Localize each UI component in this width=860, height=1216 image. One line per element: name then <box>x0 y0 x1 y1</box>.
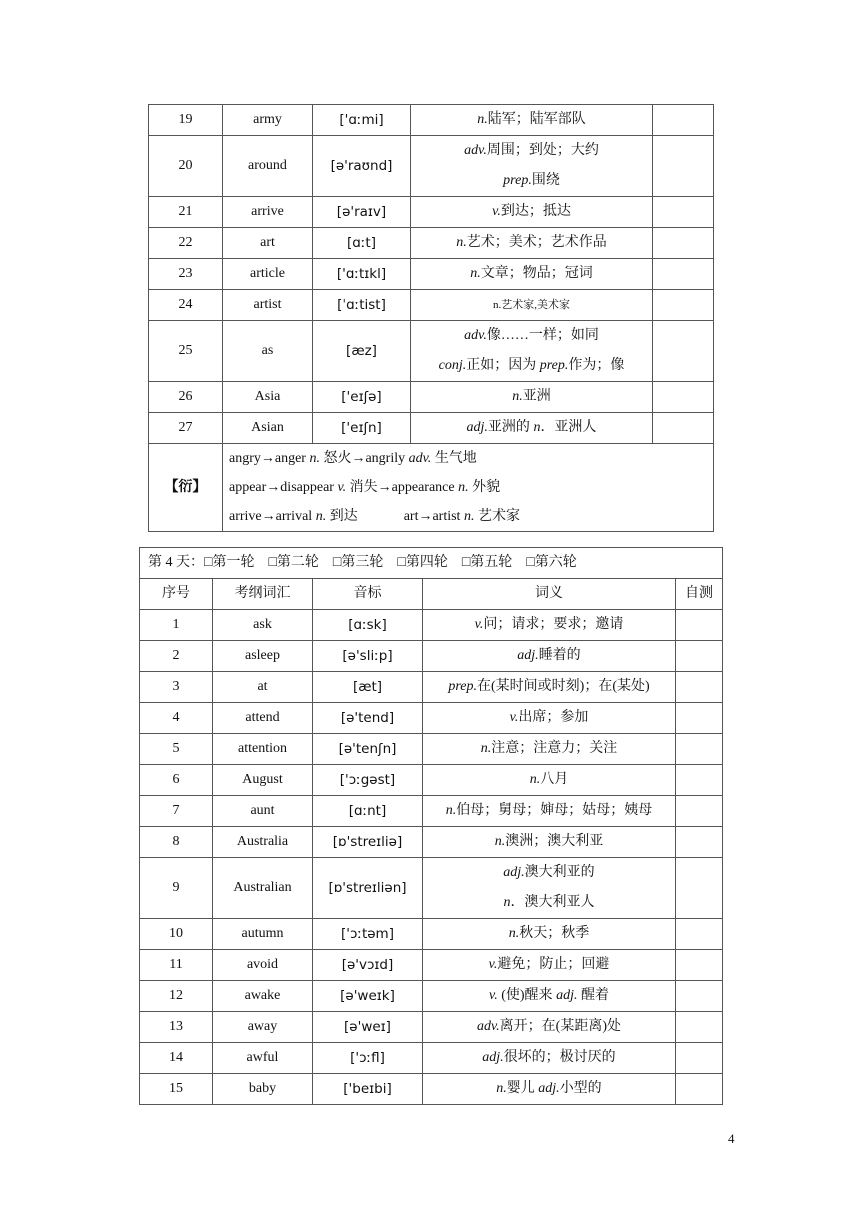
meaning <box>411 290 653 321</box>
meaning-text: 在(某时间或时刻)；在(某处) <box>477 679 650 694</box>
self-test-cell[interactable] <box>676 950 723 981</box>
self-test-cell[interactable] <box>676 796 723 827</box>
meaning-text: angry→anger <box>229 451 310 466</box>
vocab-word: Australian <box>213 858 313 919</box>
derivatives-list <box>223 444 714 532</box>
part-of-speech: n. <box>512 389 523 404</box>
day-title-row <box>140 548 723 579</box>
part-of-speech: adj. <box>556 988 578 1003</box>
meaning <box>423 1012 676 1043</box>
word-number: 1 <box>140 610 213 641</box>
meaning-text: ．亚洲人 <box>540 420 597 435</box>
word-number: 2 <box>140 641 213 672</box>
word-number: 7 <box>140 796 213 827</box>
self-test-cell[interactable] <box>676 1074 723 1105</box>
header-self-test: 自测 <box>676 579 723 610</box>
phonetic: ['eɪʃn] <box>313 413 411 444</box>
meaning-line <box>415 228 648 258</box>
part-of-speech: n. <box>494 834 506 849</box>
meaning-line <box>415 166 648 196</box>
meaning-text: art→artist <box>403 509 464 524</box>
meaning <box>411 413 653 444</box>
meaning <box>423 641 676 672</box>
word-number: 21 <box>149 197 223 228</box>
vocab-word: avoid <box>213 950 313 981</box>
meaning-line <box>427 796 671 826</box>
meaning-line <box>415 197 648 227</box>
meaning-line <box>415 136 648 166</box>
meaning <box>423 919 676 950</box>
vocab-word: arrive <box>223 197 313 228</box>
derivative-line <box>229 502 707 531</box>
word-number: 13 <box>140 1012 213 1043</box>
part-of-speech: n. <box>470 266 481 281</box>
vocab-word: away <box>213 1012 313 1043</box>
self-test-cell[interactable] <box>676 672 723 703</box>
word-number: 12 <box>140 981 213 1012</box>
vocab-word: article <box>223 259 313 290</box>
word-number: 3 <box>140 672 213 703</box>
meaning-text: appear→disappear <box>229 480 338 495</box>
meaning-text: 小型的 <box>559 1081 602 1096</box>
meaning-text: 消失→appearance <box>346 480 459 495</box>
self-test-cell[interactable] <box>676 1043 723 1074</box>
meaning-text: n.艺术家,美术家 <box>493 299 570 311</box>
table-row <box>140 950 723 981</box>
meaning-text: 到达 <box>326 509 358 524</box>
self-test-cell[interactable] <box>653 413 714 444</box>
meaning <box>411 321 653 382</box>
self-test-cell[interactable] <box>676 734 723 765</box>
part-of-speech: adj. <box>503 865 525 880</box>
part-of-speech: n. <box>477 112 488 127</box>
table-row <box>140 1012 723 1043</box>
meaning <box>423 703 676 734</box>
self-test-cell[interactable] <box>653 290 714 321</box>
table-row <box>140 827 723 858</box>
meaning <box>411 382 653 413</box>
self-test-cell[interactable] <box>653 259 714 290</box>
meaning <box>411 105 653 136</box>
meaning-text: ．澳大利亚人 <box>510 895 595 910</box>
self-test-cell[interactable] <box>653 105 714 136</box>
meaning-line <box>427 919 671 949</box>
word-number: 5 <box>140 734 213 765</box>
word-number: 22 <box>149 228 223 259</box>
table-row <box>149 228 714 259</box>
meaning-line <box>415 259 648 289</box>
meaning-text: 很坏的；极讨厌的 <box>503 1050 616 1065</box>
table-row <box>140 919 723 950</box>
part-of-speech: conj. <box>438 358 467 373</box>
part-of-speech: n. <box>480 741 492 756</box>
meaning-text: 醒着 <box>577 988 609 1003</box>
meaning-text: 文章；物品；冠词 <box>480 266 593 281</box>
vocab-table-day4 <box>139 547 723 1105</box>
header-phonetic: 音标 <box>313 579 423 610</box>
part-of-speech: adj. <box>538 1081 560 1096</box>
part-of-speech: adj. <box>466 420 488 435</box>
self-test-cell[interactable] <box>676 765 723 796</box>
word-number: 19 <box>149 105 223 136</box>
meaning-text: 离开；在(某距离)处 <box>499 1019 621 1034</box>
table-row <box>140 1074 723 1105</box>
header-row <box>140 579 723 610</box>
vocab-word: around <box>223 136 313 197</box>
meaning-text: 周围；到处；大约 <box>486 143 599 158</box>
table-row <box>149 197 714 228</box>
meaning-line <box>415 382 648 412</box>
part-of-speech: adv. <box>464 328 487 343</box>
meaning-text: 艺术；美术；艺术作品 <box>466 235 607 250</box>
word-number: 14 <box>140 1043 213 1074</box>
part-of-speech: n. <box>445 803 457 818</box>
meaning-text: 怒火→angrily <box>319 451 409 466</box>
self-test-cell[interactable] <box>676 610 723 641</box>
meaning-line <box>427 981 671 1011</box>
meaning-line <box>427 1074 671 1104</box>
vocab-word: baby <box>213 1074 313 1105</box>
part-of-speech: v. <box>492 204 501 219</box>
meaning-text: 亚洲的 <box>487 420 534 435</box>
meaning <box>423 672 676 703</box>
phonetic: [ə'weɪk] <box>313 981 423 1012</box>
phonetic: [ɑːsk] <box>313 610 423 641</box>
word-number: 27 <box>149 413 223 444</box>
part-of-speech: n. <box>508 926 520 941</box>
phonetic: ['ɑːtɪkl] <box>313 259 411 290</box>
vocab-word: as <box>223 321 313 382</box>
part-of-speech: n. <box>529 772 541 787</box>
part-of-speech: v. <box>489 988 498 1003</box>
vocab-word: autumn <box>213 919 313 950</box>
meaning-line <box>427 734 671 764</box>
part-of-speech: v. <box>337 480 347 495</box>
meaning <box>423 858 676 919</box>
table-row <box>140 765 723 796</box>
derivative-line <box>229 473 707 502</box>
vocab-word: awful <box>213 1043 313 1074</box>
vocab-word: army <box>223 105 313 136</box>
phonetic: [ˈɑːtist] <box>313 290 411 321</box>
meaning-line <box>427 858 671 888</box>
table-row <box>140 858 723 919</box>
table-row <box>149 321 714 382</box>
table-row <box>149 382 714 413</box>
derivatives-label: 【衍】 <box>149 444 223 532</box>
meaning-text: 正如；因为 <box>466 358 540 373</box>
meaning-text: 睡着的 <box>538 648 581 663</box>
meaning <box>423 1043 676 1074</box>
phonetic: [ə'weɪ] <box>313 1012 423 1043</box>
meaning <box>411 228 653 259</box>
meaning <box>411 136 653 197</box>
meaning-text: 澳洲；澳大利亚 <box>505 834 604 849</box>
word-number: 8 <box>140 827 213 858</box>
self-test-cell[interactable] <box>676 981 723 1012</box>
meaning-text: 秋天；秋季 <box>519 926 590 941</box>
part-of-speech: v. <box>474 617 484 632</box>
meaning <box>423 950 676 981</box>
meaning <box>423 981 676 1012</box>
word-number: 4 <box>140 703 213 734</box>
meaning-line <box>427 1012 671 1042</box>
part-of-speech: v. <box>488 957 498 972</box>
part-of-speech: adv. <box>408 451 432 466</box>
vocab-word: awake <box>213 981 313 1012</box>
self-test-cell[interactable] <box>676 919 723 950</box>
phonetic: [ə'tend] <box>313 703 423 734</box>
vocab-word: aunt <box>213 796 313 827</box>
phonetic: [ə'raʊnd] <box>313 136 411 197</box>
vocab-word: attention <box>213 734 313 765</box>
meaning-text: 作为；像 <box>568 358 625 373</box>
meaning-text: 像……一样；如同 <box>486 328 599 343</box>
phonetic: ['ɑːmi] <box>313 105 411 136</box>
table-row <box>140 796 723 827</box>
part-of-speech: n. <box>463 509 475 524</box>
table-row <box>140 610 723 641</box>
meaning <box>423 827 676 858</box>
meaning-text: 八月 <box>540 772 569 787</box>
vocab-word: Australia <box>213 827 313 858</box>
table-row <box>140 703 723 734</box>
meaning-text: 婴儿 <box>506 1081 539 1096</box>
meaning-line <box>415 321 648 351</box>
table-row <box>149 413 714 444</box>
meaning-line <box>427 703 671 733</box>
part-of-speech: v. <box>509 710 519 725</box>
self-test-cell[interactable] <box>653 228 714 259</box>
vocab-word: asleep <box>213 641 313 672</box>
word-number: 15 <box>140 1074 213 1105</box>
part-of-speech: n. <box>315 509 327 524</box>
phonetic: ['ɔːtəm] <box>313 919 423 950</box>
self-test-cell[interactable] <box>653 197 714 228</box>
meaning-text: 陆军；陆军部队 <box>487 112 586 127</box>
table-row <box>140 981 723 1012</box>
part-of-speech: adj. <box>482 1050 504 1065</box>
self-test-cell[interactable] <box>676 703 723 734</box>
part-of-speech: adv. <box>464 143 487 158</box>
phonetic: ['beɪbi] <box>313 1074 423 1105</box>
phonetic: [ɑːnt] <box>313 796 423 827</box>
self-test-cell[interactable] <box>676 858 723 919</box>
phonetic: [æt] <box>313 672 423 703</box>
meaning-text: (使)醒来 <box>497 988 557 1003</box>
table-row <box>140 672 723 703</box>
vocab-word: Asian <box>223 413 313 444</box>
header-word: 考纲词汇 <box>213 579 313 610</box>
self-test-cell[interactable] <box>653 321 714 382</box>
header-meaning: 词义 <box>423 579 676 610</box>
meaning-text: 出席；参加 <box>518 710 589 725</box>
meaning <box>423 765 676 796</box>
meaning-text: 避免；防止；回避 <box>497 957 610 972</box>
meaning-text: arrive→arrival <box>229 509 316 524</box>
self-test-cell[interactable] <box>676 641 723 672</box>
self-test-cell[interactable] <box>653 136 714 197</box>
word-number: 26 <box>149 382 223 413</box>
meaning-text: 注意；注意力；关注 <box>491 741 618 756</box>
part-of-speech: adj. <box>517 648 539 663</box>
meaning <box>411 197 653 228</box>
word-number: 6 <box>140 765 213 796</box>
meaning-text: 伯母；舅母；婶母；姑母；姨母 <box>456 803 653 818</box>
phonetic: [ə'tenʃn] <box>313 734 423 765</box>
phonetic: [ə'sliːp] <box>313 641 423 672</box>
word-number: 23 <box>149 259 223 290</box>
vocab-word: ask <box>213 610 313 641</box>
phonetic: ['ɔːgəst] <box>313 765 423 796</box>
derivatives-row <box>149 444 714 532</box>
meaning-line <box>427 950 671 980</box>
word-number: 10 <box>140 919 213 950</box>
part-of-speech: prep. <box>503 173 532 188</box>
meaning-line <box>415 292 648 318</box>
meaning-line <box>427 827 671 857</box>
part-of-speech: prep. <box>448 679 477 694</box>
meaning-text: 亚洲 <box>522 389 551 404</box>
vocab-table-day3-continued <box>148 104 714 532</box>
part-of-speech: n. <box>496 1081 507 1096</box>
word-number: 25 <box>149 321 223 382</box>
meaning-text: 艺术家 <box>474 509 520 524</box>
meaning-line <box>415 105 648 135</box>
meaning <box>423 734 676 765</box>
word-number: 20 <box>149 136 223 197</box>
table-row <box>140 1043 723 1074</box>
table-row <box>149 259 714 290</box>
meaning-line <box>427 672 671 702</box>
part-of-speech: n <box>533 420 541 435</box>
meaning-text: 外貌 <box>468 480 501 495</box>
table-row <box>140 641 723 672</box>
phonetic: [ə'vɔɪd] <box>313 950 423 981</box>
meaning <box>423 1074 676 1105</box>
meaning-line <box>427 610 671 640</box>
word-number: 11 <box>140 950 213 981</box>
part-of-speech: n <box>503 895 511 910</box>
part-of-speech: adv. <box>476 1019 500 1034</box>
meaning-line <box>427 888 671 918</box>
meaning-text: 澳大利亚的 <box>524 865 595 880</box>
part-of-speech: n. <box>456 235 467 250</box>
vocab-word: artist <box>223 290 313 321</box>
phonetic: [ɑːt] <box>313 228 411 259</box>
meaning-text: 围绕 <box>531 173 560 188</box>
meaning-line <box>427 765 671 795</box>
phonetic: [ɒ'streɪliə] <box>313 827 423 858</box>
vocab-word: August <box>213 765 313 796</box>
meaning-line <box>427 641 671 671</box>
meaning <box>423 610 676 641</box>
derivative-line <box>229 444 707 473</box>
vocab-word: attend <box>213 703 313 734</box>
meaning-text: 到达；抵达 <box>500 204 571 219</box>
meaning <box>411 259 653 290</box>
vocab-word: art <box>223 228 313 259</box>
meaning-line <box>415 351 648 381</box>
day-title: 第 4 天：□第一轮 □第二轮 □第三轮 □第四轮 □第五轮 □第六轮 <box>140 548 723 579</box>
self-test-cell[interactable] <box>676 1012 723 1043</box>
meaning-text: 生气地 <box>431 451 477 466</box>
phonetic: ['eɪʃə] <box>313 382 411 413</box>
part-of-speech: n. <box>458 480 469 495</box>
meaning-line <box>427 1043 671 1073</box>
phonetic: ['ɔːfl] <box>313 1043 423 1074</box>
table-row <box>149 290 714 321</box>
self-test-cell[interactable] <box>676 827 723 858</box>
self-test-cell[interactable] <box>653 382 714 413</box>
part-of-speech: n. <box>309 451 320 466</box>
header-number: 序号 <box>140 579 213 610</box>
phonetic: [ɒ'streɪliən] <box>313 858 423 919</box>
word-number: 9 <box>140 858 213 919</box>
meaning-text: 问；请求；要求；邀请 <box>483 617 624 632</box>
vocab-word: at <box>213 672 313 703</box>
phonetic: [ə'raɪv] <box>313 197 411 228</box>
word-number: 24 <box>149 290 223 321</box>
meaning <box>423 796 676 827</box>
table-row <box>149 136 714 197</box>
meaning-line <box>415 413 648 443</box>
table-row <box>149 105 714 136</box>
vocab-word: Asia <box>223 382 313 413</box>
phonetic: [æz] <box>313 321 411 382</box>
part-of-speech: prep. <box>539 358 569 373</box>
page-number: 4 <box>728 1131 735 1146</box>
table-row <box>140 734 723 765</box>
